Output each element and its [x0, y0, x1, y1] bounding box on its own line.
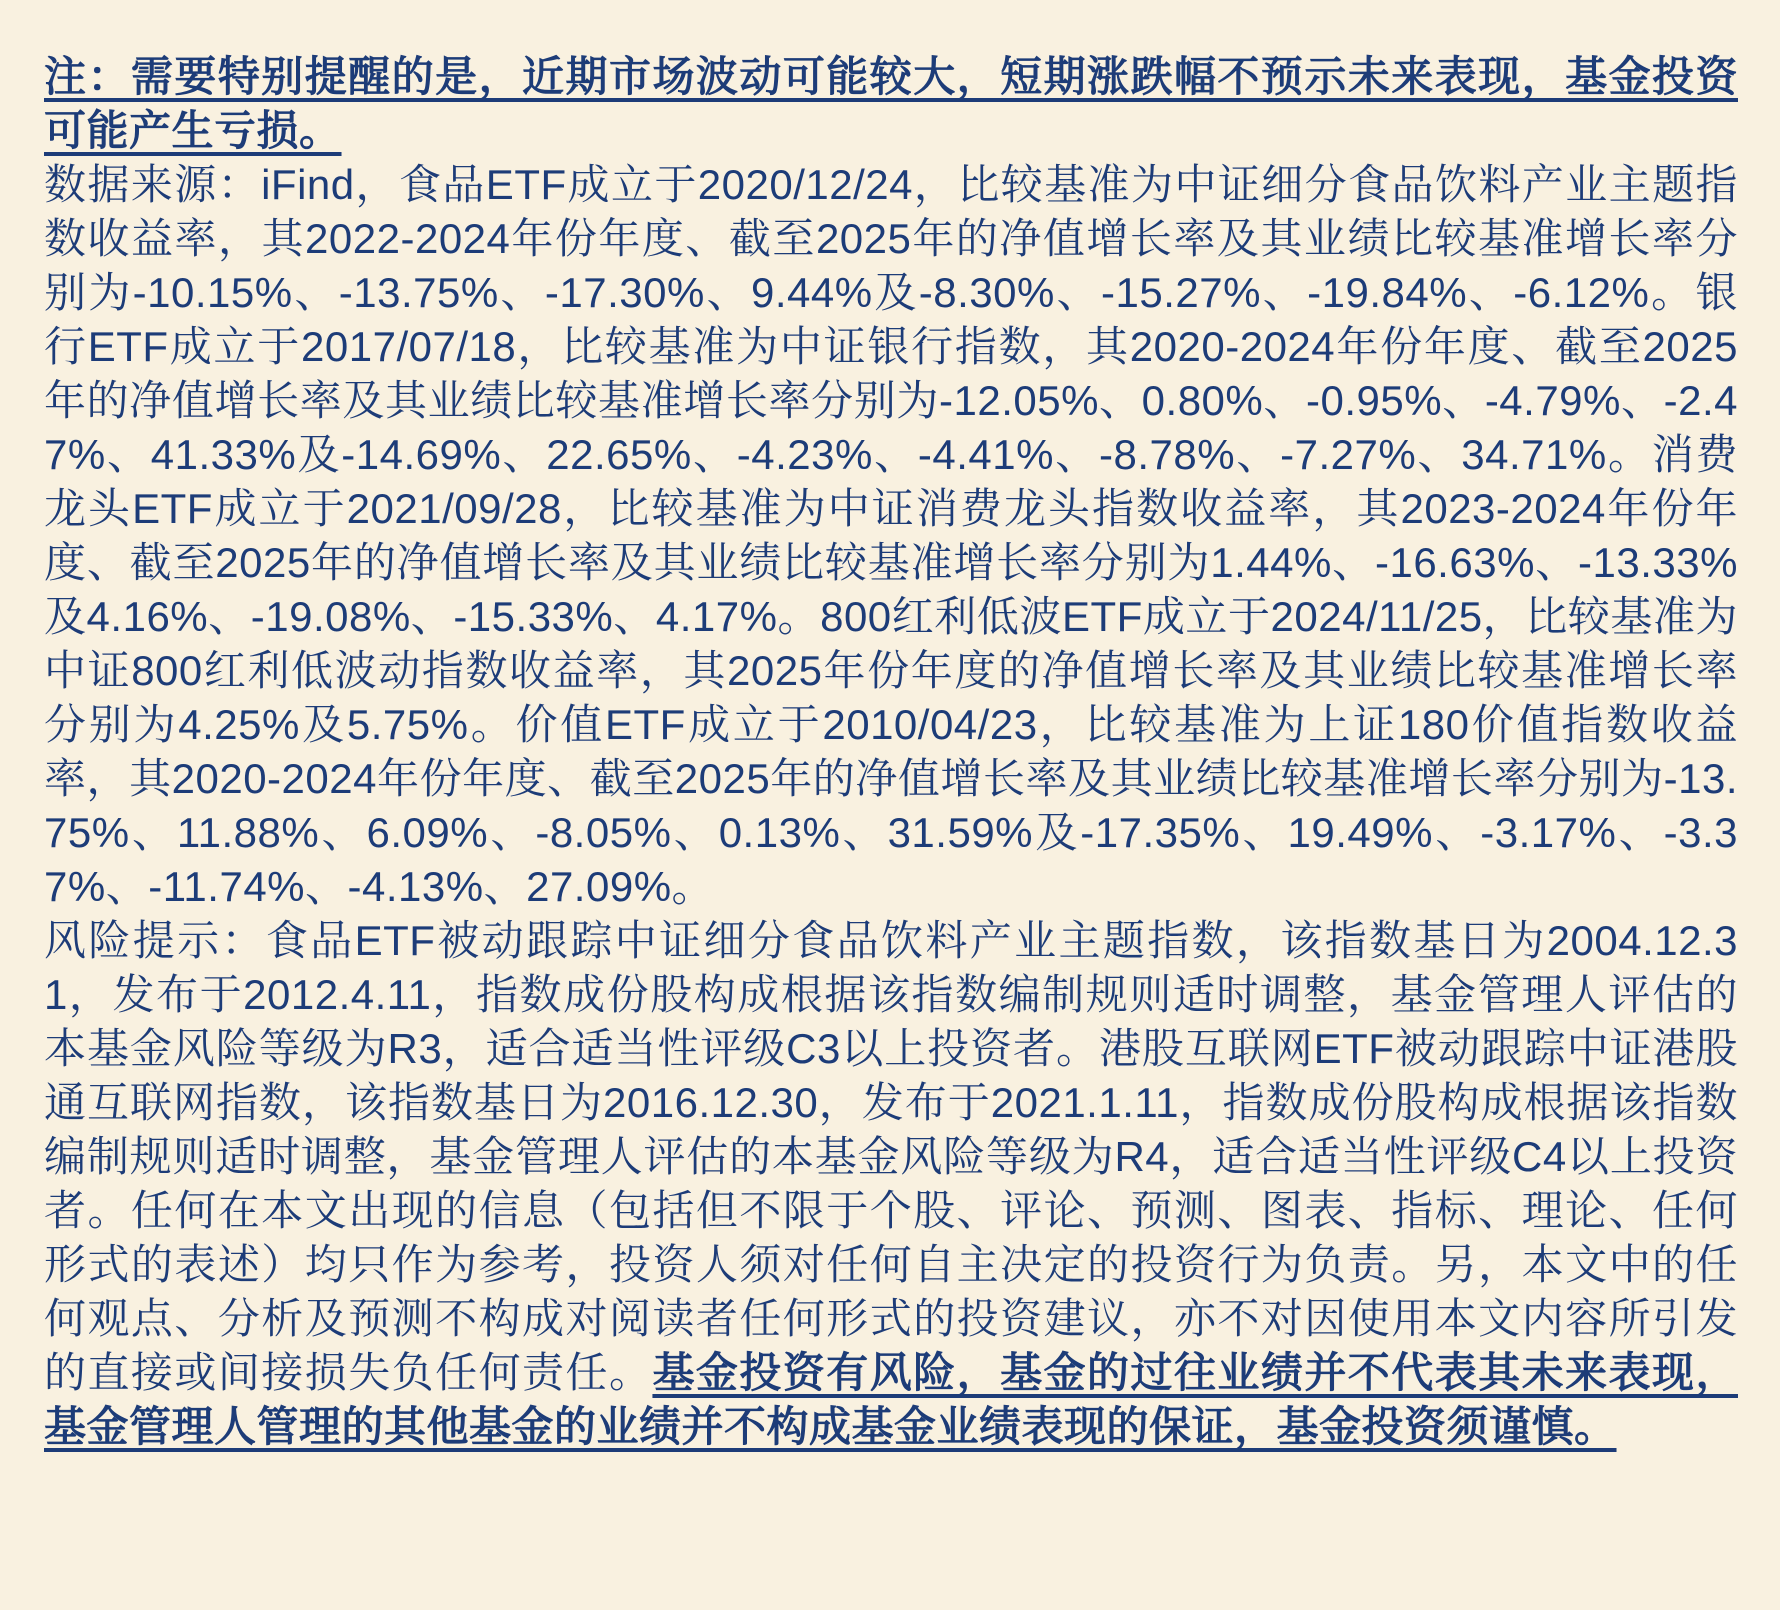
- note-emphasis-text: 注：需要特别提醒的是，近期市场波动可能较大，短期涨跌幅不预示未来表现，基金投资可能产生亏损。: [44, 53, 1738, 154]
- note-paragraph: [44, 50, 1738, 158]
- data-source-paragraph: [44, 158, 1738, 914]
- risk-statement-text: 风险提示：食品ETF被动跟踪中证细分食品饮料产业主题指数，该指数基日为2004.12.31，发布于2012.4.11，指数成份股构成根据该指数编制规则适时调整，基金管理人评估的本基金风险等级为R3，适合适当性评级C3以上投资者。港股互联网ETF被动跟踪中证港股通互联网指数，该指数基日为2016.12.30，发布于2021.1.11，指数成份股构成根据该指数编制规则适时调整，基金管理人评估的本基金风险等级为R4，适合适当性评级C4以上投资者。任何在本文出现的信息（包括但不限于个股、评论、预测、图表、指标、理论、任何形式的表述）均只作为参考，投资人须对任何自主决定的投资行为负责。另，本文中的任何观点、分析及预测不构成对阅读者任何形式的投资建议，亦不对因使用本文内容所引发的直接或间接损失负任何责任。: [44, 917, 1738, 1396]
- data-source-text: 数据来源：iFind，食品ETF成立于2020/12/24，比较基准为中证细分食品饮料产业主题指数收益率，其2022-2024年份年度、截至2025年的净值增长率及其业绩比较基准增长率分别为-10.15%、-13.75%、-17.30%、9.44%及-8.30%、-15.27%、-19.84%、-6.12%。银行ETF成立于2017/07/18，比较基准为中证银行指数，其2020-2024年份年度、截至2025年的净值增长率及其业绩比较基准增长率分别为-12.05%、0.80%、-0.95%、-4.79%、-2.47%、41.33%及-14.69%、22.65%、-4.23%、-4.41%、-8.78%、-7.27%、34.71%。消费龙头ETF成立于2021/09/28，比较基准为中证消费龙头指数收益率，其2023-2024年份年度、截至2025年的净值增长率及其业绩比较基准增长率分别为1.44%、-16.63%、-13.33%及4.16%、-19.08%、-15.33%、4.17%。800红利低波ETF成立于2024/11/25，比较基准为中证800红利低波动指数收益率，其2025年份年度的净值增长率及其业绩比较基准增长率分别为4.25%及5.75%。价值ETF成立于2010/04/23，比较基准为上证180价值指数收益率，其2020-2024年份年度、截至2025年的净值增长率及其业绩比较基准增长率分别为-13.75%、11.88%、6.09%、-8.05%、0.13%、31.59%及-17.35%、19.49%、-3.17%、-3.37%、-11.74%、-4.13%、27.09%。: [44, 161, 1738, 910]
- risk-paragraph: [44, 914, 1738, 1454]
- risk-warning-emphasis-text: 基金投资有风险，基金的过往业绩并不代表其未来表现，基金管理人管理的其他基金的业绩并不构成基金业绩表现的保证，基金投资须谨慎。: [44, 1349, 1738, 1450]
